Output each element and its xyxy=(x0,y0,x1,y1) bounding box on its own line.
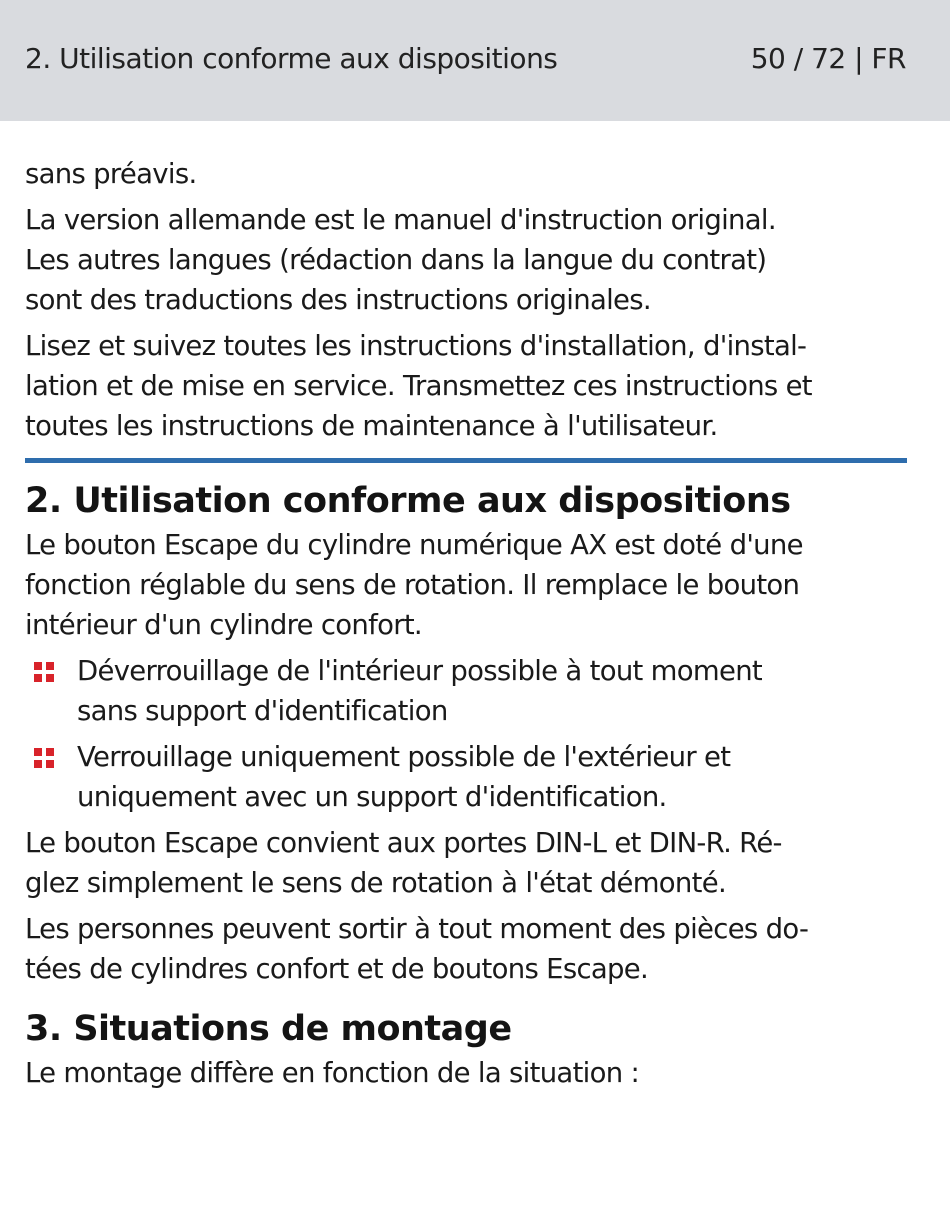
text-line: Le bouton Escape du cylindre numérique AX est doté d'une xyxy=(25,529,803,561)
running-header-title: 2. Utilisation conforme aux dispositions xyxy=(25,42,558,75)
page-header xyxy=(0,0,950,121)
list-item-text xyxy=(77,651,907,731)
list-item-text xyxy=(77,737,907,817)
text-line: Le bouton Escape convient aux portes DIN-L et DIN-R. Ré- xyxy=(25,827,782,859)
text-line: lation et de mise en service. Transmettez ces instructions et xyxy=(25,370,812,402)
text-line: Déverrouillage de l'intérieur possible à tout moment xyxy=(77,655,763,687)
text-line: sans support d'identification xyxy=(77,695,448,727)
text-line: tées de cylindres confort et de boutons Escape. xyxy=(25,953,649,985)
text-line: Le montage diffère en fonction de la situation : xyxy=(25,1057,640,1089)
list-item xyxy=(25,737,907,817)
text-line: Verrouillage uniquement possible de l'extérieur et xyxy=(77,741,731,773)
text-line: sans préavis. xyxy=(25,158,197,190)
text-line: uniquement avec un support d'identification. xyxy=(77,781,667,813)
text-line: glez simplement le sens de rotation à l'état démonté. xyxy=(25,867,726,899)
intro-paragraph-2 xyxy=(25,200,907,320)
text-line: fonction réglable du sens de rotation. Il remplace le bouton xyxy=(25,569,800,601)
text-line: intérieur d'un cylindre confort. xyxy=(25,609,422,641)
page-number: 50 / 72 | FR xyxy=(750,42,906,75)
intro-paragraph-1 xyxy=(25,154,907,194)
section2-paragraph-2 xyxy=(25,823,907,903)
text-line: Les autres langues (rédaction dans la langue du contrat) xyxy=(25,244,767,276)
section-heading-2: 2. Utilisation conforme aux dispositions xyxy=(25,481,791,521)
red-square-bullet-icon xyxy=(34,662,54,682)
intro-paragraph-3 xyxy=(25,326,907,446)
list-item xyxy=(25,651,907,731)
section2-paragraph-3 xyxy=(25,909,907,989)
section2-paragraph-1 xyxy=(25,525,907,645)
text-line: Lisez et suivez toutes les instructions d'installation, d'instal- xyxy=(25,330,807,362)
text-line: Les personnes peuvent sortir à tout moment des pièces do- xyxy=(25,913,809,945)
section-divider xyxy=(25,458,907,463)
red-square-bullet-icon xyxy=(34,748,54,768)
text-line: sont des traductions des instructions originales. xyxy=(25,284,651,316)
section3-paragraph-1 xyxy=(25,1053,907,1093)
page-content xyxy=(25,154,907,1099)
text-line: La version allemande est le manuel d'instruction original. xyxy=(25,204,776,236)
section-heading-3: 3. Situations de montage xyxy=(25,1009,512,1049)
text-line: toutes les instructions de maintenance à l'utilisateur. xyxy=(25,410,718,442)
